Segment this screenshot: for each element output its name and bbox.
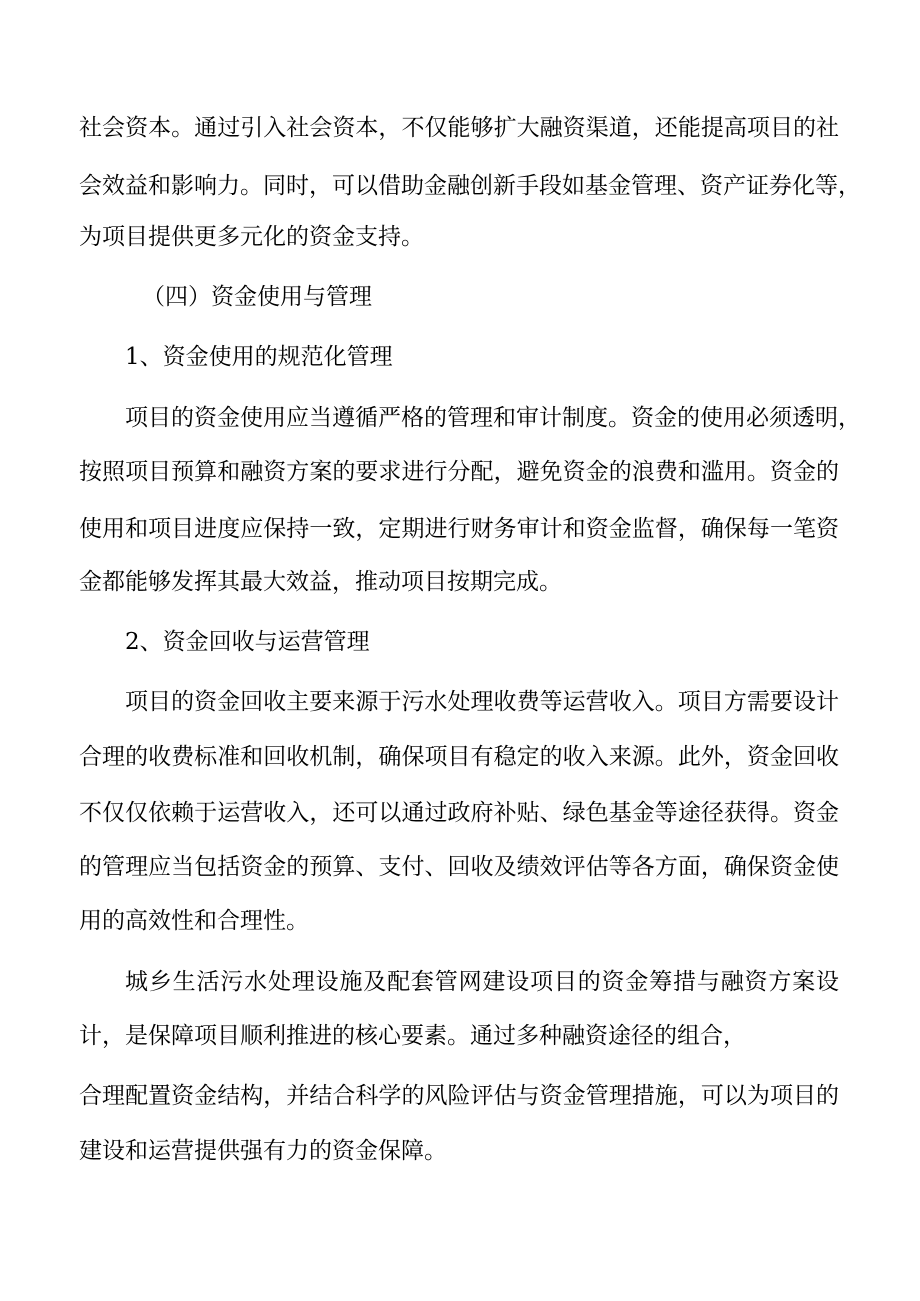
paragraph-line: 会效益和影响力。同时，可以借助金融创新手段如基金管理、资产证券化等，: [79, 173, 861, 199]
paragraph-line: 的管理应当包括资金的预算、支付、回收及绩效评估等各方面，确保资金使: [79, 854, 839, 880]
section-heading: （四）资金使用与管理: [142, 284, 372, 310]
paragraph-line: 使用和项目进度应保持一致，定期进行财务审计和资金监督，确保每一笔资: [79, 516, 839, 542]
paragraph-line: 计，是保障项目顺利推进的核心要素。通过多种融资途径的组合，: [79, 1023, 746, 1049]
paragraph-line: 合理配置资金结构，并结合科学的风险评估与资金管理措施，可以为项目的: [79, 1083, 839, 1109]
paragraph-line: 项目的资金使用应当遵循严格的管理和审计制度。资金的使用必须透明，: [125, 405, 861, 431]
paragraph-line: 为项目提供更多元化的资金支持。: [79, 224, 424, 250]
paragraph-line: 用的高效性和合理性。: [79, 908, 309, 934]
paragraph-line: 项目的资金回收主要来源于污水处理收费等运营收入。项目方需要设计: [125, 689, 839, 715]
paragraph-line: 按照项目预算和融资方案的要求进行分配，避免资金的浪费和滥用。资金的: [79, 459, 839, 485]
paragraph-line: 金都能够发挥其最大效益，推动项目按期完成。: [79, 569, 562, 595]
subsection-heading: 2、资金回收与运营管理: [125, 629, 370, 655]
paragraph-line: 不仅仅依赖于运营收入，还可以通过政府补贴、绿色基金等途径获得。资金: [79, 800, 839, 826]
subsection-heading: 1、资金使用的规范化管理: [125, 344, 393, 370]
paragraph-line: 合理的收费标准和回收机制，确保项目有稳定的收入来源。此外，资金回收: [79, 744, 839, 770]
paragraph-line: 城乡生活污水处理设施及配套管网建设项目的资金筹措与融资方案设: [125, 969, 839, 995]
paragraph-line: 建设和运营提供强有力的资金保障。: [79, 1138, 447, 1164]
paragraph-line: 社会资本。通过引入社会资本，不仅能够扩大融资渠道，还能提高项目的社: [79, 115, 839, 141]
